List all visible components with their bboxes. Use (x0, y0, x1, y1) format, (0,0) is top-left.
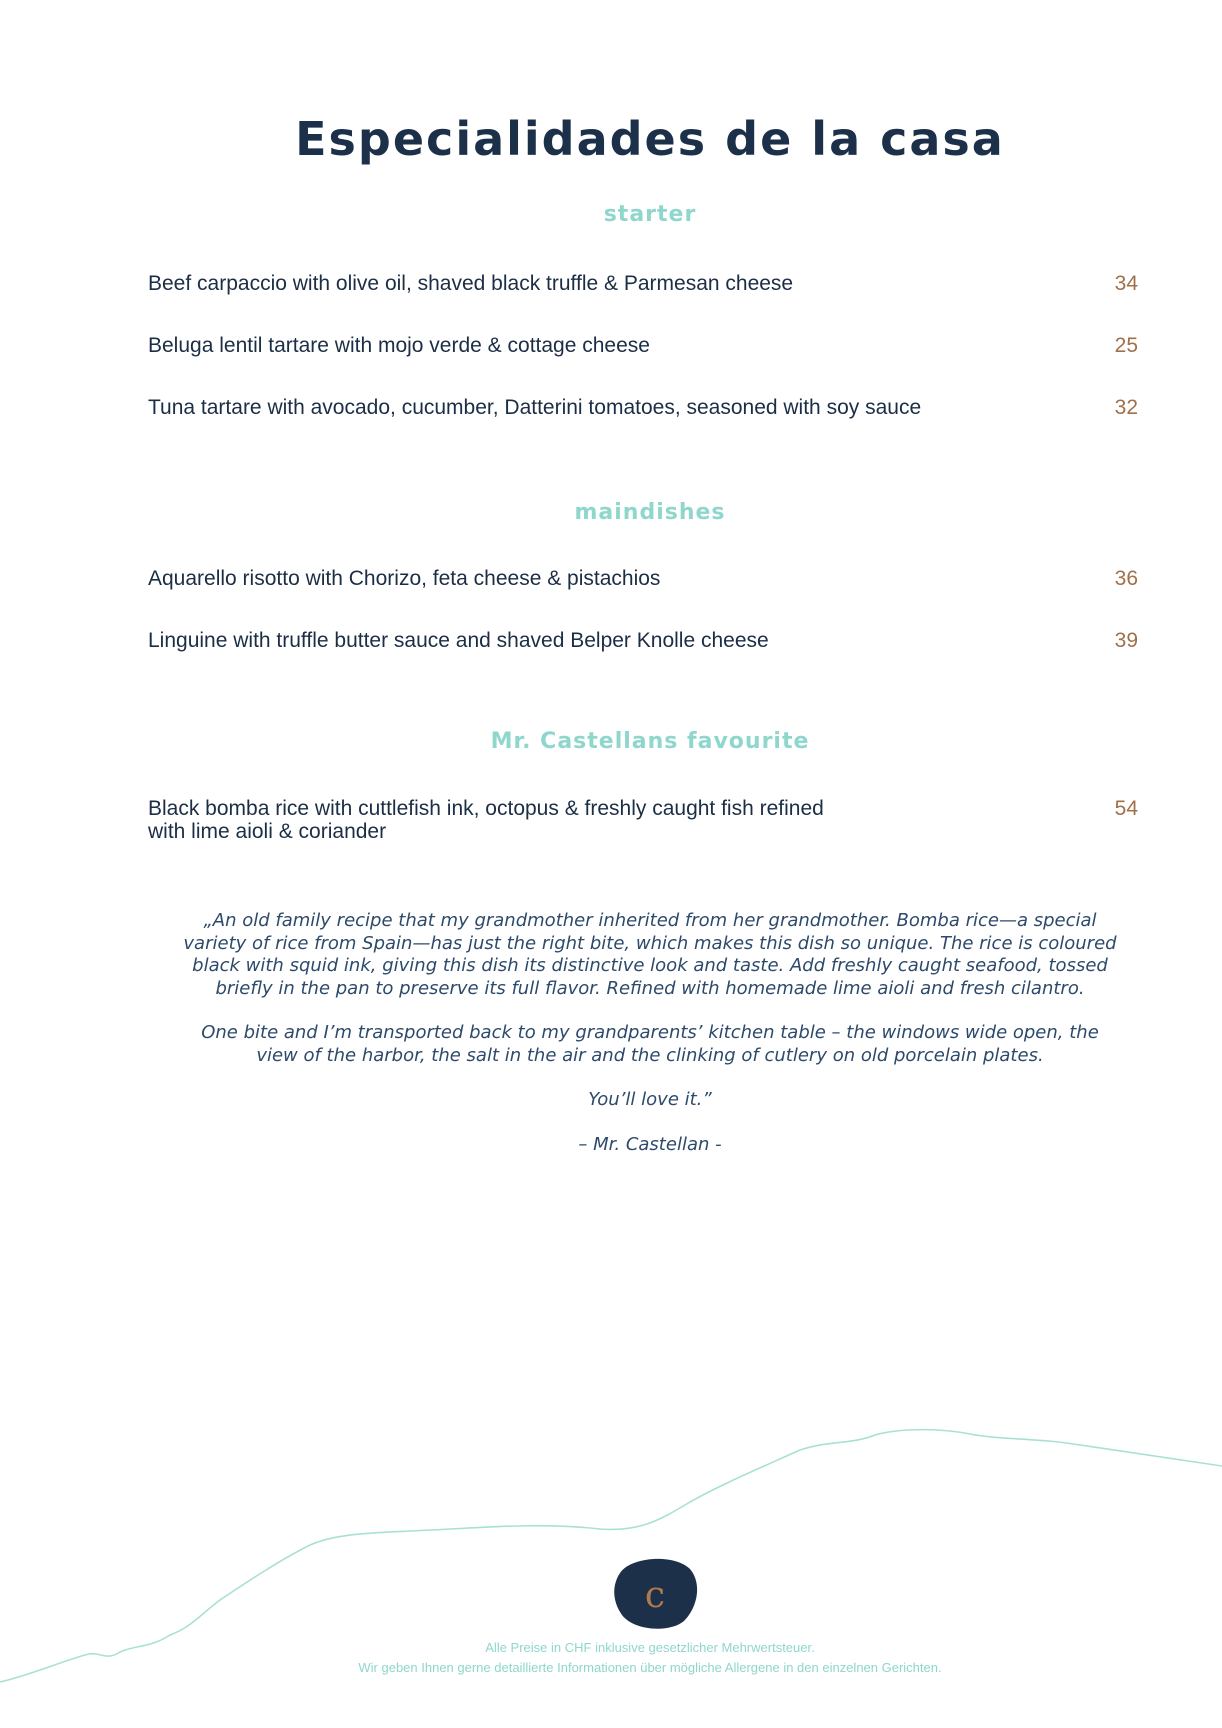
dish-price: 25 (1114, 334, 1138, 357)
quote-closing: You’ll love it.” (588, 1089, 712, 1110)
page-title: Especialidades de la casa (295, 112, 1005, 166)
logo-letter: c (644, 1575, 666, 1616)
menu-item (148, 629, 1138, 652)
dish-price: 34 (1114, 272, 1138, 295)
dish-name: Beluga lentil tartare with mojo verde & cottage cheese (148, 334, 650, 357)
menu-item (148, 334, 1138, 357)
footer-line: Wir geben Ihnen gerne detaillierte Informationen über mögliche Allergene in den einzelnen Gerichten. (358, 1660, 942, 1675)
quote-paragraph: „An old family recipe that my grandmother inherited from her grandmother. Bomba rice—a special variety of rice from Spain—has just the right bite, which makes this dish so unique. The rice is coloured black with squid ink, giving this dish its distinctive look and taste. Add freshly caught seafood, tossed briefly in the pan to preserve its full flavor. Refined with homemade lime aioli and fresh cilantro. (183, 910, 1117, 999)
dish-name: Beef carpaccio with olive oil, shaved black truffle & Parmesan cheese (148, 272, 794, 295)
chef-quote (180, 910, 1120, 1178)
section-heading-favourite: Mr. Castellans favourite (490, 729, 810, 754)
menu-item (148, 567, 1138, 590)
menu-item (148, 797, 1138, 843)
quote-signature: – Mr. Castellan - (578, 1133, 722, 1155)
section-heading-maindishes: maindishes (574, 500, 726, 525)
menu-item (148, 272, 1138, 295)
dish-price: 39 (1114, 629, 1138, 652)
dish-name: Tuna tartare with avocado, cucumber, Datterini tomatoes, seasoned with soy sauce (148, 396, 922, 419)
dish-price: 36 (1114, 567, 1138, 590)
dish-price: 54 (1114, 797, 1138, 820)
dish-name: Aquarello risotto with Chorizo, feta cheese & pistachios (148, 567, 661, 590)
quote-paragraph: One bite and I’m transported back to my grandparents’ kitchen table – the windows wide open, the view of the harbor, the salt in the air and the clinking of cutlery on old porcelain plates. (201, 1022, 1099, 1066)
decorative-wave-line (0, 1400, 1222, 1728)
dish-name: Linguine with truffle butter sauce and shaved Belper Knolle cheese (148, 629, 769, 652)
footer-note (0, 1638, 1222, 1678)
section-heading-starter: starter (603, 202, 697, 227)
dish-name: Black bomba rice with cuttlefish ink, octopus & freshly caught fish refined with lime aioli & coriander (148, 797, 824, 843)
castellan-logo-icon (612, 1555, 698, 1629)
footer-line: Alle Preise in CHF inklusive gesetzlicher Mehrwertsteuer. (485, 1640, 815, 1655)
menu-item (148, 396, 1138, 419)
dish-price: 32 (1114, 396, 1138, 419)
